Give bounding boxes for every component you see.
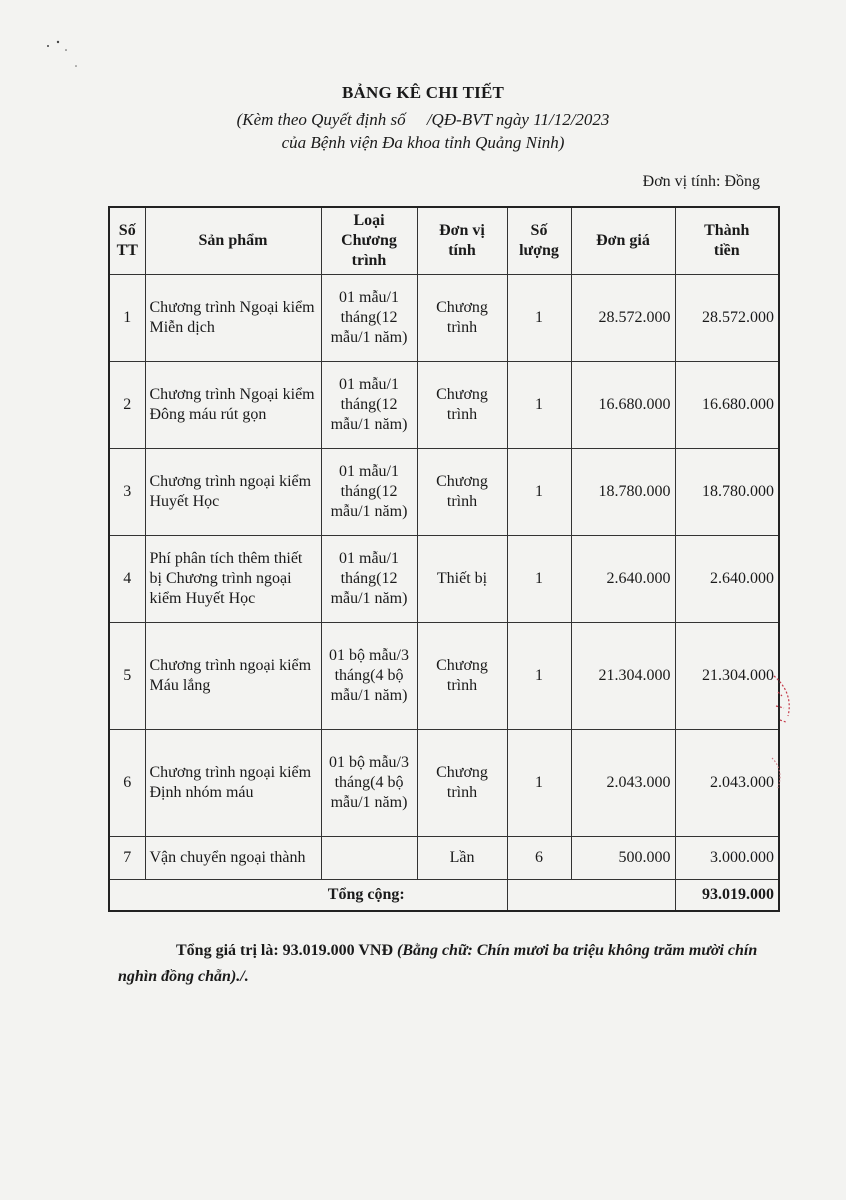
table-header-row (109, 207, 779, 275)
scan-specks (44, 36, 84, 76)
total-value: 93.019.000 (675, 880, 779, 912)
total-blank-cell (507, 880, 675, 912)
cell-unit: Lần (417, 837, 507, 880)
col-header-unit: Đơn vị tính (417, 207, 507, 275)
col-header-program-type: Loại Chương trình (321, 207, 417, 275)
cell-quantity: 1 (507, 623, 571, 730)
cell-unit: Chương trình (417, 362, 507, 449)
summary-in-words: (Bằng chữ: Chín mươi ba triệu không trăm mười chín nghìn đồng chẵn)./. (118, 942, 758, 985)
cell-program-type: 01 mẫu/1 tháng(12 mẫu/1 năm) (321, 449, 417, 536)
cell-product: Chương trình ngoại kiểm Huyết Học (145, 449, 321, 536)
cell-product: Chương trình ngoại kiểm Định nhóm máu (145, 730, 321, 837)
cell-stt: 3 (109, 449, 145, 536)
col-header-product: Sản phẩm (145, 207, 321, 275)
cell-quantity: 1 (507, 449, 571, 536)
cell-amount: 16.680.000 (675, 362, 779, 449)
cell-program-type: 01 mẫu/1 tháng(12 mẫu/1 năm) (321, 362, 417, 449)
cell-amount: 21.304.000 (675, 623, 779, 730)
col-header-unit-price: Đơn giá (571, 207, 675, 275)
cell-unit-price: 2.043.000 (571, 730, 675, 837)
cell-program-type: 01 mẫu/1 tháng(12 mẫu/1 năm) (321, 536, 417, 623)
cell-unit-price: 28.572.000 (571, 275, 675, 362)
subtitle-line-1: (Kèm theo Quyết định số /QĐ-BVT ngày 11/12/2023 (236, 110, 610, 129)
currency-unit-label: Đơn vị tính: Đồng (642, 173, 760, 190)
cell-program-type (321, 837, 417, 880)
table-row (109, 449, 779, 536)
cell-stt: 5 (109, 623, 145, 730)
total-summary (118, 938, 768, 990)
red-stamp-edge (768, 672, 802, 792)
cell-product: Chương trình Ngoại kiểm Đông máu rút gọn (145, 362, 321, 449)
cell-amount: 2.640.000 (675, 536, 779, 623)
cell-quantity: 1 (507, 730, 571, 837)
cell-unit-price: 16.680.000 (571, 362, 675, 449)
summary-lead: Tổng giá trị là: 93.019.000 VNĐ (176, 942, 394, 959)
cell-stt: 6 (109, 730, 145, 837)
table-row (109, 275, 779, 362)
table-row (109, 837, 779, 880)
document-title: BẢNG KÊ CHI TIẾT (341, 83, 505, 102)
cell-unit: Chương trình (417, 449, 507, 536)
cell-program-type: 01 bộ mẫu/3 tháng(4 bộ mẫu/1 năm) (321, 730, 417, 837)
cell-amount: 28.572.000 (675, 275, 779, 362)
cell-product: Chương trình Ngoại kiểm Miễn dịch (145, 275, 321, 362)
cell-amount: 18.780.000 (675, 449, 779, 536)
cell-program-type: 01 mẫu/1 tháng(12 mẫu/1 năm) (321, 275, 417, 362)
cell-quantity: 1 (507, 536, 571, 623)
cell-product: Phí phân tích thêm thiết bị Chương trình ngoại kiểm Huyết Học (145, 536, 321, 623)
table-row (109, 362, 779, 449)
cell-amount: 3.000.000 (675, 837, 779, 880)
cell-unit-price: 500.000 (571, 837, 675, 880)
cell-product: Vận chuyển ngoại thành (145, 837, 321, 880)
cell-product: Chương trình ngoại kiểm Máu lắng (145, 623, 321, 730)
cell-unit-price: 21.304.000 (571, 623, 675, 730)
cell-unit: Chương trình (417, 623, 507, 730)
detail-table (108, 206, 780, 912)
cell-stt: 7 (109, 837, 145, 880)
cell-program-type: 01 bộ mẫu/3 tháng(4 bộ mẫu/1 năm) (321, 623, 417, 730)
subtitle-line-2: của Bệnh viện Đa khoa tỉnh Quảng Ninh) (281, 133, 565, 152)
cell-unit-price: 2.640.000 (571, 536, 675, 623)
col-header-stt: Số TT (109, 207, 145, 275)
table-row (109, 536, 779, 623)
col-header-quantity: Số lượng (507, 207, 571, 275)
cell-stt: 1 (109, 275, 145, 362)
table-row (109, 623, 779, 730)
cell-unit-price: 18.780.000 (571, 449, 675, 536)
cell-quantity: 1 (507, 275, 571, 362)
cell-unit: Thiết bị (417, 536, 507, 623)
cell-unit: Chương trình (417, 275, 507, 362)
cell-unit: Chương trình (417, 730, 507, 837)
table-row (109, 730, 779, 837)
cell-quantity: 6 (507, 837, 571, 880)
cell-amount: 2.043.000 (675, 730, 779, 837)
cell-stt: 4 (109, 536, 145, 623)
cell-stt: 2 (109, 362, 145, 449)
col-header-amount: Thành tiền (675, 207, 779, 275)
cell-quantity: 1 (507, 362, 571, 449)
document-subtitle (0, 108, 846, 154)
total-row (109, 880, 779, 912)
total-label: Tổng cộng: (109, 880, 507, 912)
